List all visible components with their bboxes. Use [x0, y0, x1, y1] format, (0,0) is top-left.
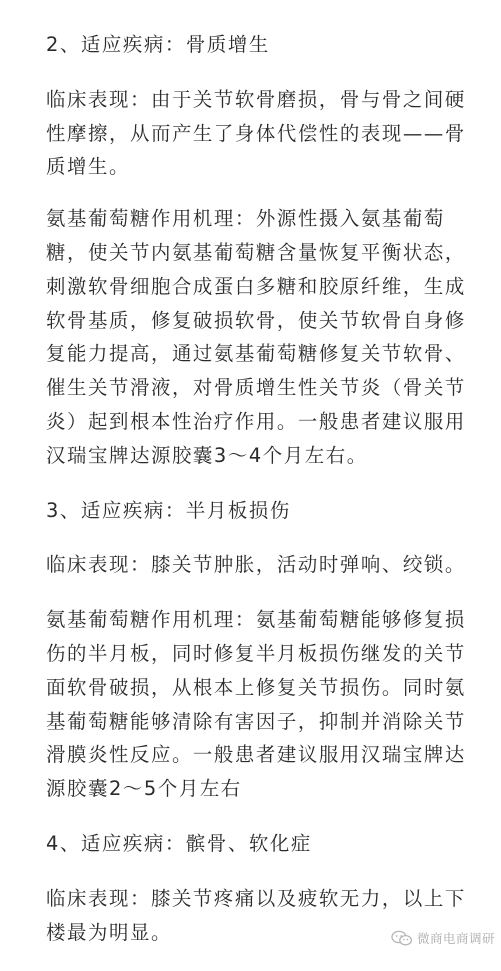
section-heading-patella-softening: 4、适应疾病：髌骨、软化症 — [46, 831, 312, 855]
section-heading-bone-hyperplasia: 2、适应疾病：骨质增生 — [46, 33, 270, 56]
section-heading-meniscus-injury: 3、适应疾病：半月板损伤 — [46, 498, 291, 522]
mechanism-bone-hyperplasia: 氨基葡萄糖作用机理：外源性摄入氨基葡萄糖，使关节内氨基葡萄糖含量恢复平衡状态，刺激软骨细胞合成蛋白多糖和胶原纤维，生成软骨基质，修复破损软骨，使关节软骨自身修复能力提高，通过氨基葡萄糖修复关节软骨、催生关节滑液，对骨质增生性关节炎（骨关节炎）起到根本性治疗作用。一般患者建议服用汉瑞宝牌达源胶囊3～4个月左右。 — [46, 207, 466, 467]
watermark-text: 微商电商调研 — [416, 931, 495, 946]
wechat-icon — [391, 930, 413, 946]
watermark — [391, 929, 495, 947]
mechanism-meniscus-injury: 氨基葡萄糖作用机理：氨基葡萄糖能够修复损伤的半月板，同时修复半月板损伤继发的关节面软骨破损，从根本上修复关节损伤。同时氨基葡萄糖能够清除有害因子，抑制并消除关节滑膜炎性反应。一般患者建议服用汉瑞宝牌达源胶囊2～5个月左右 — [46, 608, 466, 801]
clinical-symptoms-bone-hyperplasia: 临床表现：由于关节软骨磨损，骨与骨之间硬性摩擦，从而产生了身体代偿性的表现——骨质增生。 — [46, 87, 466, 179]
clinical-symptoms-patella-softening: 临床表现：膝关节疼痛以及疲软无力，以上下楼最为明显。 — [46, 886, 466, 944]
clinical-symptoms-meniscus-injury: 临床表现：膝关节肿胀，活动时弹响、绞锁。 — [46, 553, 466, 577]
article-body — [46, 28, 478, 949]
